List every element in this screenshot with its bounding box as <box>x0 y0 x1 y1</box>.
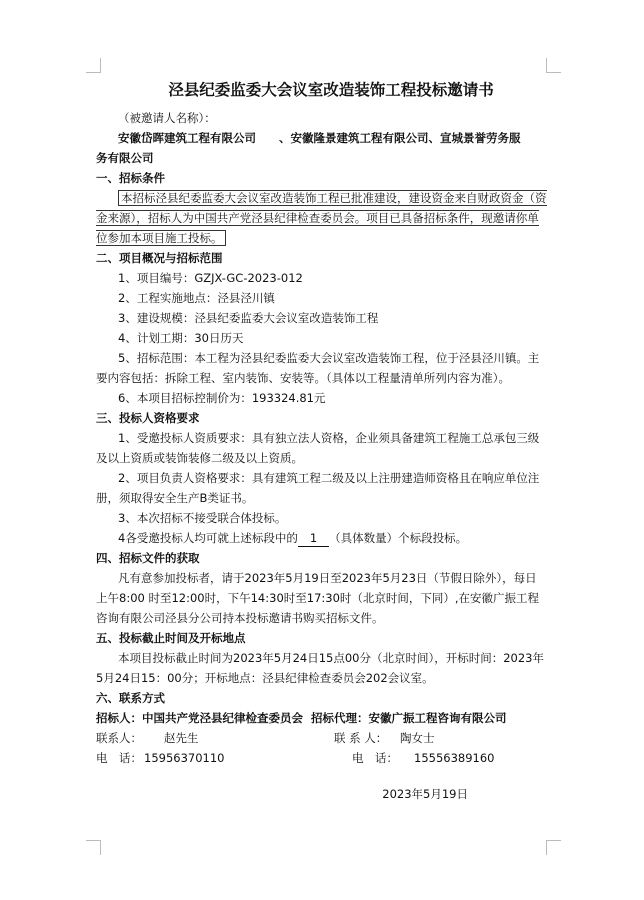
section-3-item-4-post: （具体数量）个标段投标。 <box>329 531 468 545</box>
contact-person-row <box>96 728 548 748</box>
section-3-item-4 <box>96 528 548 548</box>
section-3-item-1: 1、受邀投标人资质要求：具有独立法人资格，企业须具备建筑工程施工总承包三级及以上资质或装饰装修二级及以上资质。 <box>96 431 540 465</box>
section-2-heading: 二、项目概况与招标范围 <box>96 251 223 265</box>
section-3-item-3: 3、本次招标不接受联合体投标。 <box>118 511 287 525</box>
tenderer-line <box>96 708 548 728</box>
section-3-heading: 三、投标人资格要求 <box>96 411 200 425</box>
section-5-heading: 五、投标截止时间及开标地点 <box>96 631 246 645</box>
phone-label-right: 电 话： <box>352 751 398 765</box>
lot-count: 1 <box>298 530 329 547</box>
section-2-item-1: 1、项目编号：GZJX-GC-2023-012 <box>118 271 303 285</box>
contact-label-right: 联 系 人： <box>334 731 388 745</box>
contact-label-left: 联系人： <box>96 731 142 745</box>
crop-mark-bottom-left <box>86 840 101 855</box>
invitees-line-2: 务有限公司 <box>96 151 154 165</box>
section-1-heading: 一、招标条件 <box>96 171 165 185</box>
document-body <box>96 78 548 804</box>
crop-mark-bottom-right <box>546 840 561 855</box>
section-4-text: 凡有意参加投标者，请于2023年5月19日至2023年5月23日（节假日除外），每日上午8:00 时至12:00时，下午14:30时至17:30时（北京时间，下同）,在安徽广振工程咨询有限公司泾县分公司持本投标邀请书购买招标文件。 <box>96 571 540 625</box>
invitees-line-1: 安徽岱晖建筑工程有限公司 、安徽隆景建筑工程有限公司、宣城景誉劳务服 <box>118 131 521 145</box>
section-1-text <box>96 188 548 248</box>
crop-mark-top-left <box>86 58 101 73</box>
section-3-item-4-pre: 4各受邀投标人均可就上述标段中的 <box>118 531 298 545</box>
contact-name-right: 陶女士 <box>400 731 435 745</box>
section-6-heading: 六、联系方式 <box>96 691 165 705</box>
section-2-item-5: 5、招标范围：本工程为泾县纪委监委大会议室改造装饰工程，位于泾县泾川镇。主要内容包括：拆除工程、室内装饰、安装等。（具体以工程量清单所列内容为准）。 <box>96 351 540 385</box>
crop-mark-top-right <box>546 58 561 73</box>
section-2-item-2: 2、工程实施地点：泾县泾川镇 <box>118 291 275 305</box>
document-date: 2023年5月19日 <box>382 787 468 801</box>
invitee-label: （被邀请人名称）： <box>118 111 216 125</box>
section-4-heading: 四、招标文件的获取 <box>96 551 200 565</box>
section-2-item-3: 3、建设规模：泾县纪委监委大会议室改造装饰工程 <box>118 311 379 325</box>
section-2-item-6: 6、本项目招标控制价为：193324.81元 <box>118 391 326 405</box>
section-1-highlight: 本招标泾县纪委监委大会议室改造装饰工程已批准建设，建设资金来自财政资金（资金来源），招标人为中国共产党泾县纪律检查委员会。项目已具备招标条件，现邀请你单位参加本项目施工投标。 <box>96 191 547 245</box>
document-title: 泾县纪委监委大会议室改造装饰工程投标邀请书 <box>168 81 494 99</box>
section-5-text: 本项目投标截止时间为2023年5月24日15点00分（北京时间），开标时间：2023年5月24日15：00分；开标地点：泾县纪律检查委员会202会议室。 <box>96 651 544 685</box>
phone-right: 15556389160 <box>414 751 495 765</box>
tenderer: 招标人：中国共产党泾县纪律检查委员会 <box>96 711 303 725</box>
phone-left: 15956370110 <box>144 751 225 765</box>
section-2-item-4: 4、计划工期：30日历天 <box>118 331 244 345</box>
phone-row <box>96 748 548 768</box>
section-3-item-2: 2、项目负责人资格要求：具有建筑工程二级及以上注册建造师资格且在响应单位注册，须取得安全生产B类证书。 <box>96 471 540 505</box>
agent: 招标代理：安徽广振工程咨询有限公司 <box>311 711 507 725</box>
phone-label-left: 电 话： <box>96 751 142 765</box>
contact-name-left: 赵先生 <box>164 731 199 745</box>
